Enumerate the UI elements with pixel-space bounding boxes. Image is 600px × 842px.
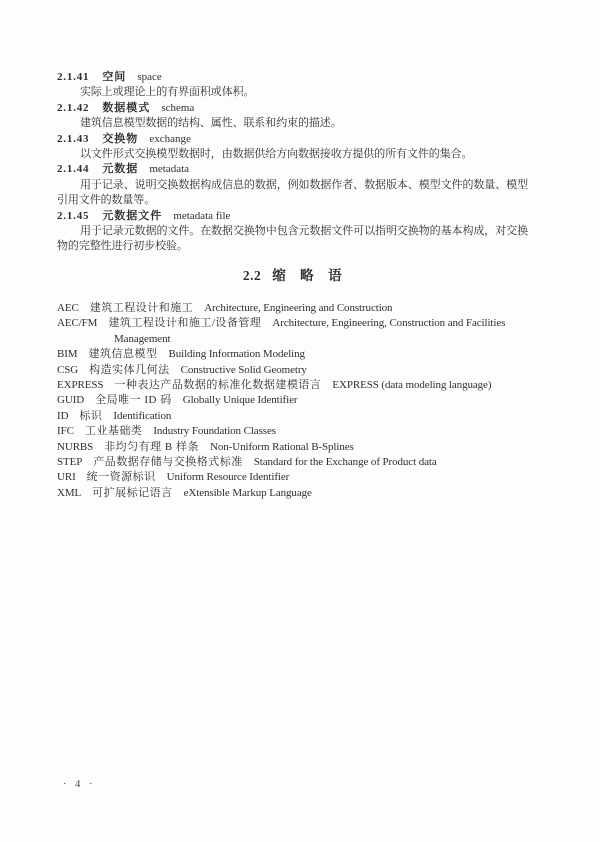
abbreviation-code: GUID	[57, 394, 85, 407]
abbreviation-chinese: 建筑工程设计和施工	[89, 301, 194, 314]
abbreviation-chinese: 产品数据存储与交换格式标准	[93, 455, 243, 468]
page-number: · 4 ·	[63, 779, 96, 790]
abbreviation-entry	[57, 409, 528, 424]
abbreviation-code: ID	[57, 409, 69, 422]
abbreviation-english: Standard for the Exchange of Product data	[253, 455, 437, 468]
section-number: 2.2	[242, 267, 262, 283]
definition-body: 建筑信息模型数据的结构、属性、联系和约束的描述。	[80, 117, 342, 130]
abbreviation-english: Identification	[113, 409, 172, 422]
abbreviation-chinese: 非均匀有理 B 样条	[104, 440, 200, 453]
abbreviation-chinese: 工业基础类	[84, 425, 143, 438]
definition-body: 用于记录、说明交换数据构成信息的数据，例如数据作者、数据版本、模型文件的数量、模型引用文件的数量等。	[57, 178, 528, 207]
abbreviation-code: STEP	[57, 455, 83, 468]
definition-term-line	[57, 209, 528, 224]
term-chinese: 元数据	[102, 163, 139, 176]
abbreviation-chinese: 标识	[79, 409, 103, 422]
abbreviation-entry	[57, 455, 528, 470]
abbreviation-code: BIM	[57, 348, 78, 361]
abbreviation-entry	[57, 316, 528, 347]
abbreviation-english: Architecture, Engineering, Construction and Facilities Management	[114, 317, 506, 345]
definition-body: 实际上或理论上的有界面积或体积。	[80, 86, 255, 99]
abbreviation-chinese: 构造实体几何法	[89, 363, 170, 376]
abbreviation-entry	[57, 393, 528, 408]
definitions-section	[57, 70, 528, 255]
abbreviation-entry	[57, 363, 528, 378]
definition-entry	[57, 209, 528, 255]
definition-body: 用于记录元数据的文件。在数据交换物中包含元数据文件可以指明交换物的基本构成，对交换物的完整性进行初步校验。	[57, 225, 528, 253]
term-chinese: 交换物	[102, 132, 139, 145]
abbreviation-english: Architecture, Engineering and Construction	[204, 301, 393, 314]
abbreviation-english: Non-Uniform Rational B-Splines	[210, 440, 354, 453]
abbreviation-code: URI	[57, 471, 76, 484]
term-english: metadata	[149, 163, 190, 176]
abbreviation-code: XML	[57, 486, 82, 499]
page-content	[57, 70, 528, 501]
abbreviation-entry	[57, 347, 528, 362]
abbreviation-code: EXPRESS	[57, 378, 104, 391]
definition-body: 以文件形式交换模型数据时，由数据供给方向数据接收方提供的所有文件的集合。	[80, 148, 473, 161]
definition-term-line	[57, 70, 528, 85]
abbreviation-entry	[57, 486, 528, 501]
section-heading	[57, 267, 528, 285]
term-english: schema	[161, 101, 195, 114]
clause-number: 2.1.45	[57, 209, 90, 222]
abbreviations-section	[57, 301, 528, 501]
definition-entry	[57, 162, 528, 208]
abbreviation-entry	[57, 301, 528, 316]
term-english: space	[137, 71, 162, 83]
abbreviation-entry	[57, 470, 528, 485]
abbreviation-english: Globally Unique Identifier	[182, 394, 298, 407]
definition-term-line	[57, 101, 528, 116]
abbreviation-code: CSG	[57, 363, 79, 376]
term-english: exchange	[149, 132, 191, 145]
term-chinese: 空间	[102, 71, 127, 83]
abbreviation-chinese: 可扩展标记语言	[92, 486, 173, 499]
definition-entry	[57, 101, 528, 132]
abbreviation-chinese: 全局唯一 ID 码	[95, 394, 172, 407]
definition-entry	[57, 132, 528, 163]
definition-entry	[57, 70, 528, 101]
abbreviation-english: Building Information Modeling	[168, 348, 305, 361]
section-title: 缩 略 语	[272, 267, 343, 283]
clause-number: 2.1.43	[57, 132, 90, 145]
term-english: metadata file	[173, 209, 231, 222]
abbreviation-chinese: 一种表达产品数据的标准化数据建模语言	[114, 378, 322, 391]
abbreviation-chinese: 统一资源标识	[86, 471, 156, 484]
term-chinese: 数据模式	[102, 101, 151, 114]
abbreviation-entry	[57, 424, 528, 439]
abbreviation-chinese: 建筑信息模型	[88, 348, 158, 361]
abbreviation-english: eXtensible Markup Language	[183, 486, 312, 499]
definition-term-line	[57, 162, 528, 177]
abbreviation-code: NURBS	[57, 440, 94, 453]
clause-number: 2.1.41	[57, 71, 90, 83]
clause-number: 2.1.42	[57, 101, 90, 114]
abbreviation-english: Constructive Solid Geometry	[180, 363, 307, 376]
abbreviation-english: Industry Foundation Classes	[153, 425, 276, 438]
abbreviation-code: AEC/FM	[57, 317, 98, 330]
abbreviation-english: EXPRESS (data modeling language)	[332, 378, 492, 391]
abbreviation-english: Uniform Resource Identifier	[166, 471, 290, 484]
term-chinese: 元数据文件	[102, 209, 163, 222]
abbreviation-entry	[57, 378, 528, 393]
abbreviation-chinese: 建筑工程设计和施工/设备管理	[108, 317, 262, 330]
abbreviation-entry	[57, 440, 528, 455]
clause-number: 2.1.44	[57, 163, 90, 176]
abbreviation-code: IFC	[57, 425, 74, 438]
definition-term-line	[57, 132, 528, 147]
abbreviation-code: AEC	[57, 301, 79, 314]
